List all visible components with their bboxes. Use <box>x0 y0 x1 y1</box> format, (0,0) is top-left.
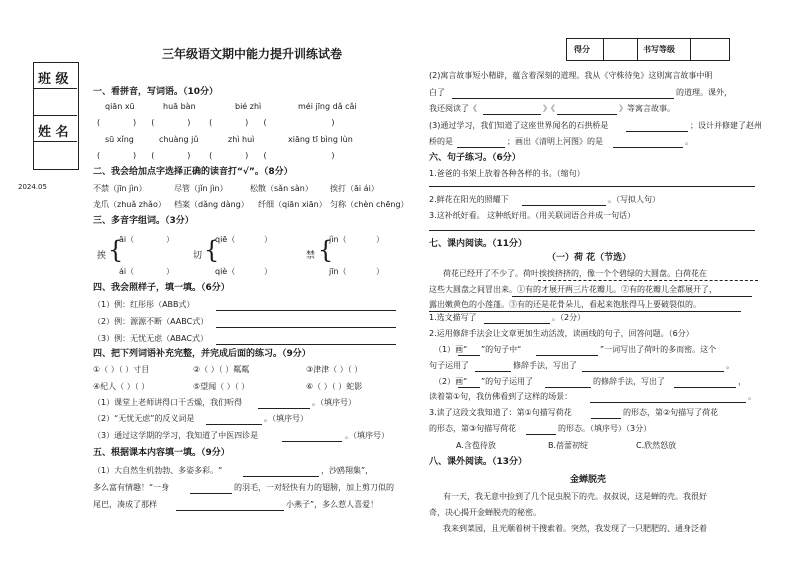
fill-text: ；设计并修建了赵州 <box>690 121 762 130</box>
answer-parens: ( ) ( ) ( ) ( ) <box>97 151 336 160</box>
reading-choice: 挨打（āi ái） <box>330 184 379 193</box>
q7-heading: 七、课内阅读。（11分） <box>429 239 528 249</box>
score-box-line <box>603 38 604 60</box>
reading-choice: 不禁（jīn jìn） <box>93 184 147 193</box>
exercise-text: 。（填序号） <box>312 398 356 407</box>
q2-heading: 二、我会给加点字选择正确的读音打“√”。（8分） <box>93 167 293 177</box>
passage-line: 有一天，我无意中捡到了几个昆虫脱下的壳。叔叔说，这是蝉的壳。我很好 <box>443 492 707 501</box>
polyphone-reading: qiè（ <box>215 267 236 276</box>
brace: { <box>204 236 220 264</box>
passage-title: 金蝉脱壳 <box>570 475 607 485</box>
fill-text: 。 <box>685 137 693 146</box>
answer-line <box>591 418 621 419</box>
answer-line <box>582 371 724 372</box>
question-text: 的形态，第②句描写了荷花 <box>623 408 719 417</box>
idiom-blank: ⑥（ ）（ ）蛇影 <box>306 382 363 391</box>
q4-heading: 四、我会照样子，填一填。（6分） <box>93 283 230 293</box>
fill-text: 桥的是 <box>429 137 453 146</box>
answer-line <box>475 371 511 372</box>
page-title: 三年级语文期中能力提升训练试卷 <box>162 47 343 61</box>
pattern-example: （1）例：红彤彤（ABB式） <box>93 300 195 309</box>
answer-line <box>190 493 232 494</box>
question-text: ， <box>738 377 746 386</box>
side-divider <box>33 88 77 89</box>
underline-mark <box>538 280 758 281</box>
answer-line <box>216 327 396 328</box>
fill-text: 的道理。课外， <box>676 88 732 97</box>
idiom-blank: ①（ ）（ ）寸目 <box>93 365 150 374</box>
answer-line <box>176 510 284 511</box>
answer-line <box>526 434 556 435</box>
reading-choice: 匀称（chèn chēng） <box>330 200 409 209</box>
fill-text: 》等寓言故事。 <box>619 104 675 113</box>
answer-line <box>452 98 674 99</box>
side-divider <box>33 141 77 142</box>
polyphone-close: ） <box>376 267 384 276</box>
reading-choice: 龙爪（zhuǎ zhǎo） <box>93 200 166 209</box>
polyphone-reading: qiē（ <box>215 235 236 244</box>
sentence-task: 2.鲜花在阳光的照耀下 <box>429 195 509 204</box>
sentence-task: 3.这补纸好看。 这种纸好用。（用关联词语合并成一句话） <box>429 211 636 220</box>
passage-line: 奇，决心揭开金蝉脱壳的秘密。 <box>429 508 541 517</box>
option: A.含苞待放 <box>456 441 496 450</box>
pattern-example: （3）例：无忧无虑（ABAC式） <box>93 334 208 343</box>
passage-line: 荷花已经开了不少了。荷叶挨挨挤挤的，像一个个碧绿的大圆盘。白荷花在 <box>443 269 707 278</box>
fill-text: 尾巴，凑成了那样 <box>93 500 157 509</box>
answer-line <box>458 387 480 388</box>
question-text: ”的句子中“ <box>481 345 522 354</box>
question-text: ”一词写出了荷叶的多而密。这个 <box>600 345 717 354</box>
polyphone-char: 禁 <box>306 251 316 261</box>
polyphone-close: ） <box>264 267 272 276</box>
question-text: （2）画“ <box>434 377 468 386</box>
answer-line <box>206 424 262 425</box>
fill-text: ；画出《清明上河图》的是 <box>507 137 603 146</box>
question-text: 读着第①句，我仿佛看到了这样的场景： <box>429 392 573 401</box>
answer-line <box>429 186 755 187</box>
score-label: 得分 <box>574 45 590 54</box>
fill-text: 白了 <box>429 88 445 97</box>
exercise-text: （3）通过这学期的学习，我知道了中医四诊是 <box>93 431 259 440</box>
q6r-heading: 六、句子练习。（6分） <box>429 153 521 163</box>
polyphone-char: 挨 <box>97 251 107 261</box>
passage-title: （一）荷 花（节选） <box>547 253 632 263</box>
pinyin: zhì huì <box>228 135 255 144</box>
fill-text: 的羽毛，一对轻快有力的翅膀，加上剪刀似的 <box>234 483 394 492</box>
option: C.欣然怒放 <box>636 441 677 450</box>
answer-line <box>613 147 683 148</box>
answer-line <box>483 114 541 115</box>
answer-parens: ( ) ( ) ( ) ( ) <box>97 118 336 127</box>
answer-line <box>626 131 688 132</box>
writing-grade-label: 书写等级 <box>643 45 675 54</box>
brace: { <box>318 236 334 264</box>
polyphone-reading: āi（ <box>119 235 135 244</box>
question-text: 的形态，第③句描写荷花 <box>429 424 517 433</box>
pinyin: huā bàn <box>163 102 196 111</box>
exercise-text: （2）“无忧无虑”的反义词是 <box>93 414 195 423</box>
class-label: 班 级 <box>38 72 69 87</box>
idiom-blank: ③津津（ ）（ ） <box>306 365 363 374</box>
polyphone-close: ） <box>166 235 174 244</box>
question-text: 。 <box>726 361 734 370</box>
q1-heading: 一、看拼音，写词语。（10分） <box>93 87 219 97</box>
q3-heading: 三、多音字组词。（3分） <box>93 216 194 226</box>
fill-text: 我还阅读了《 <box>429 104 477 113</box>
pattern-example: （2）例：源源不断（AABC式） <box>93 317 209 326</box>
passage-line: 这些大圆盘之间冒出来。①有的才展开两三片花瓣儿。②有的花瓣儿全都展开了， <box>429 285 717 294</box>
answer-line <box>545 387 591 388</box>
fill-text: 小燕子”，多么惹人喜爱！ <box>286 500 379 509</box>
answer-line <box>457 147 505 148</box>
polyphone-close: ） <box>376 235 384 244</box>
pinyin: méi jīng dǎ cǎi <box>298 102 357 111</box>
answer-line <box>243 476 319 477</box>
polyphone-reading: jìn（ <box>329 235 347 244</box>
fill-text: (2)寓言故事短小精辟，蕴含着深刻的道理。我从《守株待兔》这则寓言故事中明 <box>429 71 713 80</box>
pinyin: qiān xū <box>105 102 135 111</box>
answer-line <box>674 387 736 388</box>
passage-line: 我来到菜园，且光顺着树干搜索着。突然，我发现了一只肥肥的、通身泛着 <box>443 524 707 533</box>
reading-choice: 松散（sǎn sàn） <box>250 184 313 193</box>
answer-line <box>590 402 746 403</box>
question-text: 修辞手法，写出了 <box>513 361 577 370</box>
question-text: 2.运用修辞手法会让文章更加生动活泼，读画线的句子，回答问题。（6分） <box>429 329 694 338</box>
idiom-blank: ②（ ）（ ）粼粼 <box>193 365 250 374</box>
pinyin: bié zhì <box>235 102 262 111</box>
question-text: ”的句子运用了 <box>481 377 534 386</box>
sentence-task: 1.爸爸的书架上放着各种各样的书。（缩句） <box>429 169 585 178</box>
polyphone-close: ） <box>166 267 174 276</box>
reading-choice: 尽管（jǐn jìn） <box>174 184 228 193</box>
passage-line: 露出嫩黄色的小莲蓬。③有的还是花骨朵儿，看起来饱胀得马上要破裂似的。 <box>429 300 701 309</box>
score-box-line <box>690 38 691 60</box>
answer-line <box>216 310 396 311</box>
question-text: 的修辞手法，写出了 <box>593 377 665 386</box>
answer-line <box>458 355 480 356</box>
date-label: 2024.05 <box>18 183 47 191</box>
pinyin: chuàng jǔ <box>159 135 199 144</box>
fill-text: ，沙鸥翔集”， <box>321 466 374 475</box>
reading-choice: 档案（dǎng dàng） <box>174 200 249 209</box>
option: B.蓓蕾初绽 <box>548 441 589 450</box>
sentence-task: 。（写拟人句） <box>608 195 660 204</box>
question-text: 。 <box>748 392 756 401</box>
q6-heading: 五、根据课本内容填一填。（9分） <box>93 448 230 458</box>
question-text: （1）画“ <box>434 345 468 354</box>
fill-text: (3)通过学习，我们知道了这座世界闻名的石拱桥是 <box>429 121 609 130</box>
question-text: 句子运用了 <box>429 361 469 370</box>
question-text: 。（2分） <box>552 313 586 322</box>
question-text: 3.读了这段文我知道了：第①句描写荷花 <box>429 408 572 417</box>
fill-text: 多么富有情趣！“一身 <box>93 483 170 492</box>
polyphone-reading: jīn（ <box>329 267 347 276</box>
brace: { <box>108 236 124 264</box>
polyphone-reading: ái（ <box>119 267 135 276</box>
q8-heading: 八、课外阅读。（13分） <box>429 457 528 467</box>
answer-line <box>258 408 310 409</box>
polyphone-close: ） <box>264 235 272 244</box>
exercise-text: 。（填序号） <box>345 431 389 440</box>
pinyin: sū xǐng <box>105 135 134 144</box>
exercise-text: 。（填序号） <box>264 414 308 423</box>
name-label: 姓 名 <box>38 125 69 140</box>
idiom-blank: ⑤望闻（ ）（ ） <box>193 382 250 391</box>
side-divider <box>33 115 77 116</box>
answer-line <box>557 114 617 115</box>
pinyin: xiāng tī bìng lùn <box>288 135 353 144</box>
answer-line <box>484 323 550 324</box>
answer-line <box>216 344 396 345</box>
reading-choice: 纤细（qiān xiān） <box>258 200 327 209</box>
score-box-line <box>637 38 638 60</box>
idiom-blank: ④杞人（ ）（ ） <box>93 382 150 391</box>
answer-line <box>536 355 598 356</box>
answer-line <box>429 230 755 231</box>
polyphone-char: 切 <box>193 251 203 261</box>
answer-line <box>282 441 342 442</box>
question-text: 1.选文描写了 <box>429 313 477 322</box>
q5-heading: 四、把下列词语补充完整，并完成后面的练习。（9分） <box>93 349 311 359</box>
underline-mark <box>512 296 752 297</box>
fill-text: 》《 <box>543 104 555 113</box>
fill-text: （1）大自然生机勃勃、多姿多彩。“ <box>93 466 223 475</box>
question-text: 的形态。（填序号）（3分） <box>558 424 652 433</box>
exercise-text: （1）课堂上老师讲得口干舌燥，我们听得 <box>93 398 243 407</box>
answer-line <box>522 205 606 206</box>
